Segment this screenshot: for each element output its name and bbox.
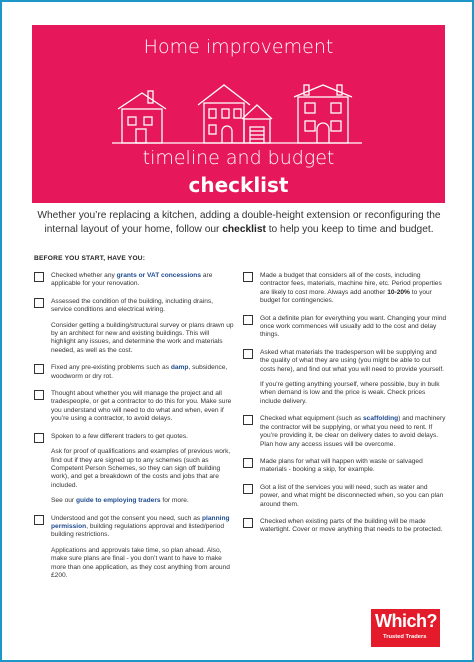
- item-text: Got a definite plan for everything you want. Changing your mind once work commences will usually add to the cost and delay things.: [260, 314, 447, 339]
- checklist-item: Made a budget that considers all of the costs, including contractor fees, materials, machine hire, etc. Period properties are likely to cost more. Always add another 10-20% to your budget for contingencies.: [243, 272, 447, 306]
- checkbox[interactable]: [34, 364, 44, 374]
- item-text: Assessed the condition of the building, including drains, service conditions and electrical wiring.: [51, 297, 214, 314]
- checklist-item: Checked whether any grants or VAT concessions are applicable for your renovation.: [34, 272, 234, 289]
- intro-part-1: Whether you’re replacing a kitchen, adding a double-height extension or reconfiguring the internal layout of your home, follow our: [37, 210, 441, 235]
- houses-illustration: [112, 79, 362, 145]
- checkbox[interactable]: [243, 415, 253, 425]
- damp-link[interactable]: damp: [170, 364, 189, 372]
- intro-part-2: to help you keep to time and budget.: [265, 224, 434, 235]
- right-column: [243, 272, 447, 544]
- grants-link[interactable]: grants or VAT concessions: [116, 272, 202, 279]
- section-title: BEFORE YOU START, HAVE YOU:: [34, 255, 146, 262]
- checklist-item: Spoken to a few different traders to get quotes. Ask for proof of qualifications and examples of previous work, find out if they are signed up to any schemes (such as Competent Person Schemes, so they can sign off building work), and get a breakdown of the costs and jobs that are included. See our guide to employing traders for more.: [34, 433, 234, 506]
- item-text: Checked when existing parts of the building will be made watertight. Cover or move anything that needs to be protected.: [260, 517, 443, 534]
- checklist-item: [243, 484, 447, 509]
- item-text: Thought about whether you will manage the project and all tradespeople, or get a contractor to do this for you. Make sure you understand who will need to do what and when, even if you’re using a contractor, to avoid delays.: [51, 390, 232, 423]
- checkbox[interactable]: [34, 433, 44, 443]
- left-column: [34, 272, 234, 589]
- title-line-2: timeline and budget: [142, 147, 335, 169]
- checkbox[interactable]: [34, 515, 44, 525]
- traders-guide-link[interactable]: guide to employing traders: [75, 497, 161, 505]
- checkbox[interactable]: [34, 390, 44, 400]
- checklist-item: [243, 458, 447, 475]
- checklist-item: Fixed any pre-existing problems such as damp, subsidence, woodworm or dry rot.: [34, 364, 234, 381]
- title-banner: [32, 25, 445, 203]
- checklist-item: [243, 518, 447, 535]
- checklist-item: [243, 349, 447, 406]
- checkbox[interactable]: [243, 458, 253, 468]
- item-text: Spoken to a few different traders to get quotes.: [51, 432, 188, 440]
- logo-sub-text: Trusted Traders: [383, 634, 427, 640]
- checklist-item: [243, 315, 447, 340]
- checklist-item: Checked what equipment (such as scaffolding) and machinery the contractor will be supplying, or what you need to rent. If you’re providing it, be clear on delivery dates to avoid delays. Plan how any access issues will be overcome.: [243, 415, 447, 449]
- checkbox[interactable]: [243, 518, 253, 528]
- checkbox[interactable]: [243, 315, 253, 325]
- item-text: Asked what materials the tradesperson will be supplying and the quality of what they are using (you might be able to cut costs here), and find out what you will need to provide yourself.: [260, 348, 444, 373]
- checkbox[interactable]: [34, 272, 44, 282]
- checkbox[interactable]: [243, 272, 253, 282]
- item-text: Made plans for what will happen with waste or salvaged materials - booking a skip, for example.: [260, 457, 423, 474]
- item-note: Applications and approvals take time, so plan ahead. Also, make sure plans are final - you don’t want to have to make more than one application, as they cost anything from around £200.: [51, 546, 230, 579]
- item-note: If you’re getting anything yourself, where possible, buy in bulk when demand is low and the price is weak. Check prices include delivery.: [260, 381, 440, 405]
- which-trusted-traders-logo: [371, 609, 440, 647]
- title-line-1: Home improvement: [143, 36, 334, 58]
- scaffolding-link[interactable]: scaffolding: [363, 415, 399, 423]
- checkbox[interactable]: [34, 298, 44, 308]
- item-note: Ask for proof of qualifications and examples of previous work, find out if they are signed up to any schemes (such as Competent Person Schemes, so they can sign off building work), and get a breakdown of the costs and jobs that are included.: [51, 448, 231, 489]
- logo-main-text: Which?: [375, 611, 437, 631]
- item-note: Consider getting a building/structural survey or plans drawn up by an architect for new and existing buildings. This will highlight any issues, and determine the work and materials needed, as well as the cost.: [51, 321, 234, 354]
- item-text: Got a list of the services you will need, such as water and power, and what might be disconnected when, so you can plan around them.: [260, 483, 444, 508]
- planning-permission-link[interactable]: planning permission: [51, 514, 230, 530]
- checklist-item: [34, 298, 234, 355]
- checkbox[interactable]: [243, 349, 253, 359]
- title-line-3: checklist: [188, 173, 289, 197]
- intro-text: [26, 209, 452, 237]
- checklist-item: Understood and got the consent you need, such as planning permission, building regulations approval and listed/period building restrictions. Applications and approvals take time, so plan ahead. Also, make sure plans are final - you don’t want to have to make more than one application, as they cost anything from around £200.: [34, 515, 234, 581]
- checklist-item: [34, 390, 234, 424]
- intro-bold: checklist: [222, 224, 266, 235]
- checkbox[interactable]: [243, 484, 253, 494]
